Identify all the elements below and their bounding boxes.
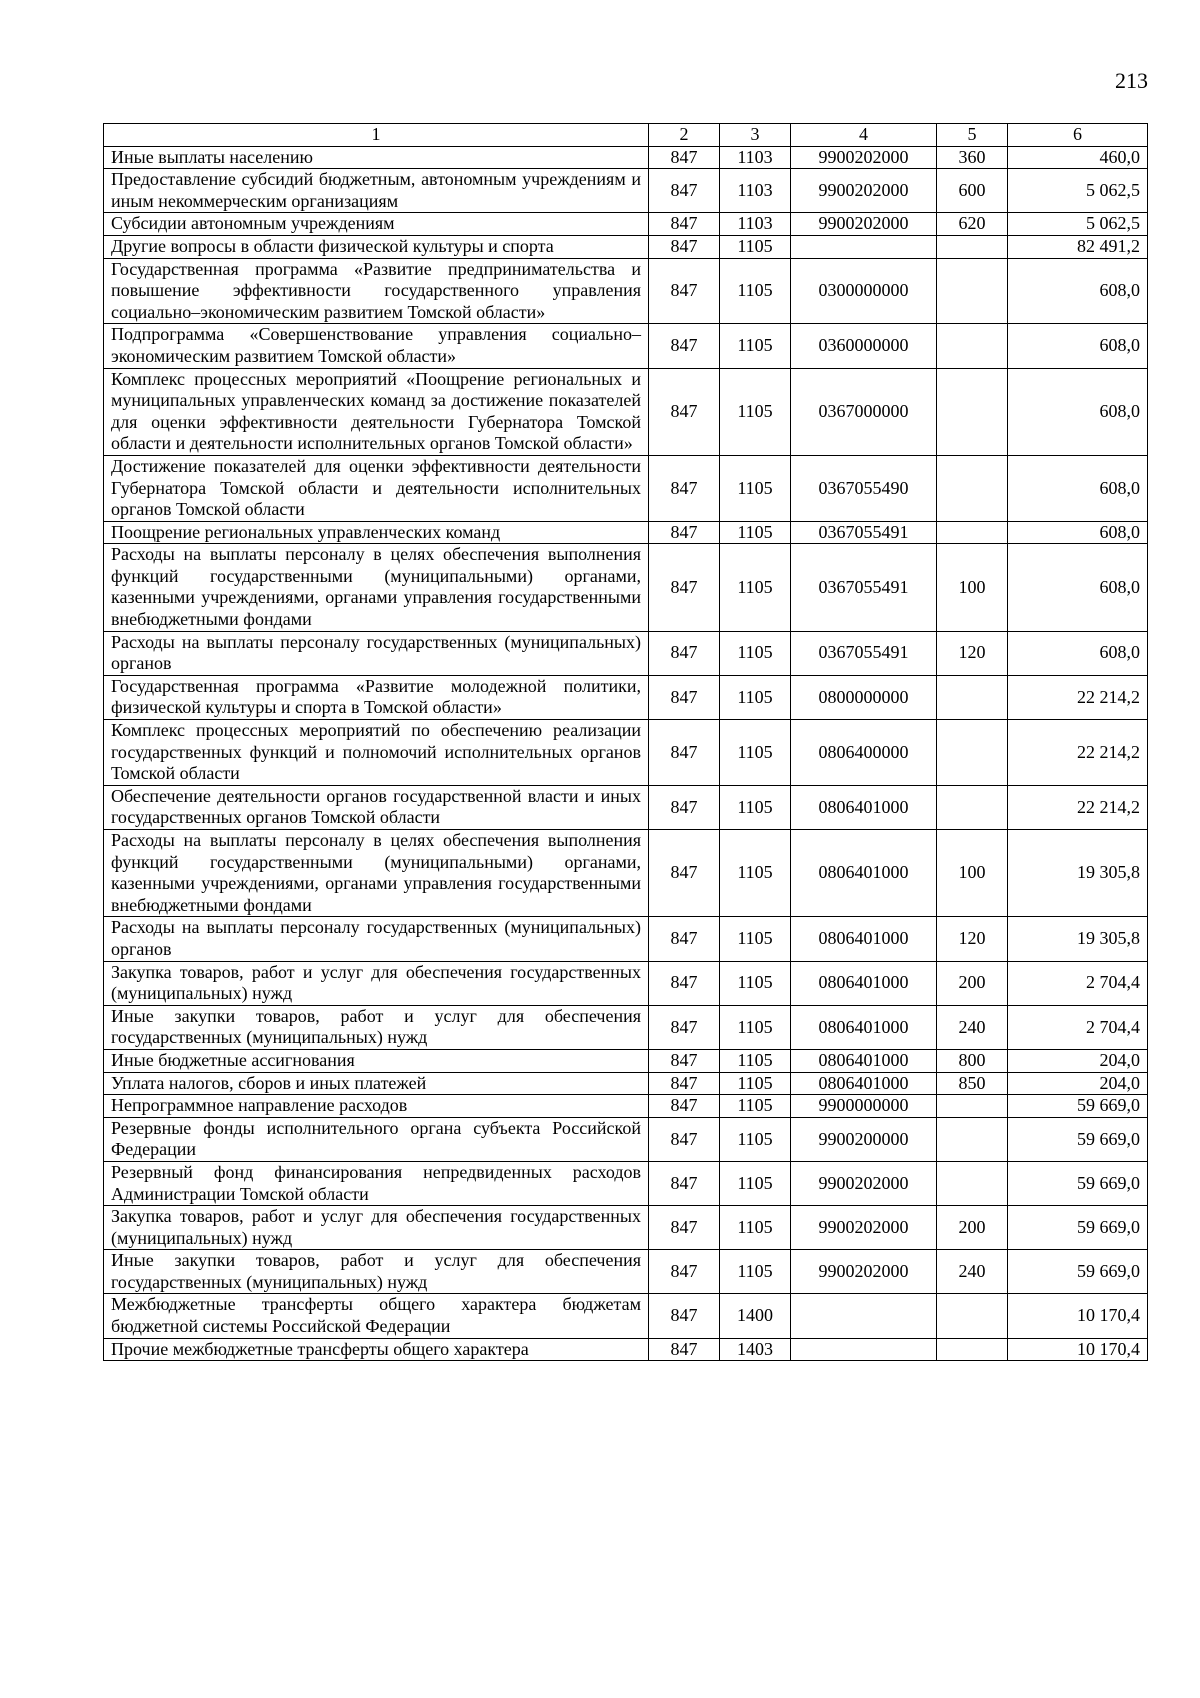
header-cell-2: 2 xyxy=(649,124,720,147)
target-item-cell: 0806401000 xyxy=(791,917,937,961)
target-item-cell: 0360000000 xyxy=(791,324,937,368)
expense-type-cell xyxy=(937,1161,1008,1205)
ministry-code-cell: 847 xyxy=(649,521,720,544)
amount-cell: 2 704,4 xyxy=(1008,1005,1148,1049)
amount-cell: 2 704,4 xyxy=(1008,961,1148,1005)
table-row xyxy=(104,544,1148,631)
target-item-cell: 9900202000 xyxy=(791,146,937,169)
section-code-cell: 1103 xyxy=(720,213,791,236)
section-code-cell: 1103 xyxy=(720,169,791,213)
target-item-cell: 0800000000 xyxy=(791,675,937,719)
expense-type-cell xyxy=(937,368,1008,455)
row-name-cell: Государственная программа «Развитие предпринимательства и повышение эффективности государственного управления социально–экономическим развитием Томской области» xyxy=(104,258,649,324)
ministry-code-cell: 847 xyxy=(649,675,720,719)
ministry-code-cell: 847 xyxy=(649,146,720,169)
target-item-cell: 0806401000 xyxy=(791,785,937,829)
target-item-cell: 0806401000 xyxy=(791,1049,937,1072)
ministry-code-cell: 847 xyxy=(649,235,720,258)
target-item-cell xyxy=(791,1294,937,1338)
target-item-cell: 9900202000 xyxy=(791,1206,937,1250)
amount-cell: 19 305,8 xyxy=(1008,830,1148,917)
header-row xyxy=(104,124,1148,147)
section-code-cell: 1400 xyxy=(720,1294,791,1338)
row-name-cell: Субсидии автономным учреждениям xyxy=(104,213,649,236)
table-row xyxy=(104,169,1148,213)
ministry-code-cell: 847 xyxy=(649,1161,720,1205)
expense-type-cell xyxy=(937,720,1008,786)
amount-cell: 608,0 xyxy=(1008,368,1148,455)
table-row xyxy=(104,258,1148,324)
expense-type-cell: 240 xyxy=(937,1005,1008,1049)
row-name-cell: Уплата налогов, сборов и иных платежей xyxy=(104,1072,649,1095)
ministry-code-cell: 847 xyxy=(649,830,720,917)
section-code-cell: 1105 xyxy=(720,785,791,829)
ministry-code-cell: 847 xyxy=(649,544,720,631)
amount-cell: 204,0 xyxy=(1008,1049,1148,1072)
table-row xyxy=(104,213,1148,236)
section-code-cell: 1105 xyxy=(720,1005,791,1049)
row-name-cell: Иные закупки товаров, работ и услуг для обеспечения государственных (муниципальных) нужд xyxy=(104,1250,649,1294)
amount-cell: 59 669,0 xyxy=(1008,1095,1148,1118)
amount-cell: 608,0 xyxy=(1008,324,1148,368)
amount-cell: 59 669,0 xyxy=(1008,1250,1148,1294)
table-row xyxy=(104,1294,1148,1338)
table-row xyxy=(104,324,1148,368)
section-code-cell: 1105 xyxy=(720,521,791,544)
expense-type-cell: 200 xyxy=(937,961,1008,1005)
expense-type-cell: 200 xyxy=(937,1206,1008,1250)
row-name-cell: Расходы на выплаты персоналу государственных (муниципальных) органов xyxy=(104,917,649,961)
ministry-code-cell: 847 xyxy=(649,1095,720,1118)
section-code-cell: 1105 xyxy=(720,235,791,258)
ministry-code-cell: 847 xyxy=(649,1206,720,1250)
amount-cell: 22 214,2 xyxy=(1008,675,1148,719)
ministry-code-cell: 847 xyxy=(649,213,720,236)
amount-cell: 608,0 xyxy=(1008,544,1148,631)
expense-type-cell xyxy=(937,235,1008,258)
header-cell-3: 3 xyxy=(720,124,791,147)
section-code-cell: 1105 xyxy=(720,455,791,521)
section-code-cell: 1105 xyxy=(720,961,791,1005)
ministry-code-cell: 847 xyxy=(649,917,720,961)
expense-type-cell xyxy=(937,455,1008,521)
target-item-cell xyxy=(791,1338,937,1361)
ministry-code-cell: 847 xyxy=(649,785,720,829)
section-code-cell: 1103 xyxy=(720,146,791,169)
amount-cell: 204,0 xyxy=(1008,1072,1148,1095)
amount-cell: 5 062,5 xyxy=(1008,213,1148,236)
ministry-code-cell: 847 xyxy=(649,720,720,786)
ministry-code-cell: 847 xyxy=(649,1005,720,1049)
row-name-cell: Достижение показателей для оценки эффективности деятельности Губернатора Томской области и деятельности исполнительных органов Томской области xyxy=(104,455,649,521)
expense-type-cell: 120 xyxy=(937,917,1008,961)
target-item-cell: 9900202000 xyxy=(791,1161,937,1205)
ministry-code-cell: 847 xyxy=(649,368,720,455)
ministry-code-cell: 847 xyxy=(649,1338,720,1361)
amount-cell: 608,0 xyxy=(1008,455,1148,521)
amount-cell: 608,0 xyxy=(1008,631,1148,675)
ministry-code-cell: 847 xyxy=(649,1250,720,1294)
header-cell-6: 6 xyxy=(1008,124,1148,147)
ministry-code-cell: 847 xyxy=(649,258,720,324)
ministry-code-cell: 847 xyxy=(649,169,720,213)
expense-type-cell xyxy=(937,1294,1008,1338)
target-item-cell: 9900202000 xyxy=(791,169,937,213)
amount-cell: 22 214,2 xyxy=(1008,720,1148,786)
target-item-cell: 9900200000 xyxy=(791,1117,937,1161)
table-row xyxy=(104,1049,1148,1072)
target-item-cell: 0367055490 xyxy=(791,455,937,521)
row-name-cell: Закупка товаров, работ и услуг для обеспечения государственных (муниципальных) нужд xyxy=(104,961,649,1005)
ministry-code-cell: 847 xyxy=(649,455,720,521)
expense-type-cell xyxy=(937,258,1008,324)
target-item-cell: 0806401000 xyxy=(791,1072,937,1095)
target-item-cell: 0806401000 xyxy=(791,1005,937,1049)
expense-type-cell xyxy=(937,1095,1008,1118)
target-item-cell: 0367055491 xyxy=(791,544,937,631)
table-row xyxy=(104,455,1148,521)
section-code-cell: 1105 xyxy=(720,1117,791,1161)
budget-table xyxy=(103,123,1148,1361)
row-name-cell: Непрограммное направление расходов xyxy=(104,1095,649,1118)
amount-cell: 59 669,0 xyxy=(1008,1117,1148,1161)
table-row xyxy=(104,146,1148,169)
page-number: 213 xyxy=(1115,68,1148,93)
row-name-cell: Закупка товаров, работ и услуг для обеспечения государственных (муниципальных) нужд xyxy=(104,1206,649,1250)
table-row xyxy=(104,1095,1148,1118)
table-row xyxy=(104,1072,1148,1095)
amount-cell: 19 305,8 xyxy=(1008,917,1148,961)
expense-type-cell: 600 xyxy=(937,169,1008,213)
row-name-cell: Иные закупки товаров, работ и услуг для обеспечения государственных (муниципальных) нужд xyxy=(104,1005,649,1049)
ministry-code-cell: 847 xyxy=(649,1072,720,1095)
row-name-cell: Расходы на выплаты персоналу в целях обеспечения выполнения функций государственными (муниципальными) органами, казенными учреждениями, органами управления государственными внебюджетными фондами xyxy=(104,830,649,917)
section-code-cell: 1105 xyxy=(720,1161,791,1205)
ministry-code-cell: 847 xyxy=(649,1049,720,1072)
row-name-cell: Государственная программа «Развитие молодежной политики, физической культуры и спорта в Томской области» xyxy=(104,675,649,719)
expense-type-cell xyxy=(937,1117,1008,1161)
row-name-cell: Подпрограмма «Совершенствование управления социально–экономическим развитием Томской области» xyxy=(104,324,649,368)
target-item-cell: 9900000000 xyxy=(791,1095,937,1118)
ministry-code-cell: 847 xyxy=(649,1117,720,1161)
section-code-cell: 1105 xyxy=(720,258,791,324)
expense-type-cell xyxy=(937,521,1008,544)
amount-cell: 5 062,5 xyxy=(1008,169,1148,213)
section-code-cell: 1105 xyxy=(720,675,791,719)
section-code-cell: 1403 xyxy=(720,1338,791,1361)
target-item-cell: 0367055491 xyxy=(791,521,937,544)
table-row xyxy=(104,1338,1148,1361)
table-row xyxy=(104,235,1148,258)
section-code-cell: 1105 xyxy=(720,830,791,917)
table-row xyxy=(104,1005,1148,1049)
section-code-cell: 1105 xyxy=(720,1206,791,1250)
amount-cell: 10 170,4 xyxy=(1008,1338,1148,1361)
expense-type-cell xyxy=(937,324,1008,368)
section-code-cell: 1105 xyxy=(720,631,791,675)
ministry-code-cell: 847 xyxy=(649,631,720,675)
amount-cell: 59 669,0 xyxy=(1008,1206,1148,1250)
row-name-cell: Предоставление субсидий бюджетным, автономным учреждениям и иным некоммерческим организациям xyxy=(104,169,649,213)
row-name-cell: Прочие межбюджетные трансферты общего характера xyxy=(104,1338,649,1361)
target-item-cell: 0806400000 xyxy=(791,720,937,786)
table-row xyxy=(104,675,1148,719)
target-item-cell: 0367055491 xyxy=(791,631,937,675)
row-name-cell: Иные бюджетные ассигнования xyxy=(104,1049,649,1072)
expense-type-cell: 120 xyxy=(937,631,1008,675)
section-code-cell: 1105 xyxy=(720,544,791,631)
expense-type-cell: 100 xyxy=(937,544,1008,631)
row-name-cell: Межбюджетные трансферты общего характера бюджетам бюджетной системы Российской Федерации xyxy=(104,1294,649,1338)
table-row xyxy=(104,720,1148,786)
expense-type-cell xyxy=(937,1338,1008,1361)
row-name-cell: Резервные фонды исполнительного органа субъекта Российской Федерации xyxy=(104,1117,649,1161)
amount-cell: 82 491,2 xyxy=(1008,235,1148,258)
table-row xyxy=(104,785,1148,829)
section-code-cell: 1105 xyxy=(720,324,791,368)
table-row xyxy=(104,917,1148,961)
expense-type-cell: 360 xyxy=(937,146,1008,169)
table-row xyxy=(104,1161,1148,1205)
table-body xyxy=(104,146,1148,1361)
header-cell-5: 5 xyxy=(937,124,1008,147)
target-item-cell: 0367000000 xyxy=(791,368,937,455)
header-cell-1: 1 xyxy=(104,124,649,147)
table-row xyxy=(104,830,1148,917)
header-cell-4: 4 xyxy=(791,124,937,147)
expense-type-cell: 240 xyxy=(937,1250,1008,1294)
row-name-cell: Расходы на выплаты персоналу государственных (муниципальных) органов xyxy=(104,631,649,675)
table-row xyxy=(104,368,1148,455)
table-row xyxy=(104,1250,1148,1294)
ministry-code-cell: 847 xyxy=(649,961,720,1005)
section-code-cell: 1105 xyxy=(720,1250,791,1294)
table-row xyxy=(104,1206,1148,1250)
row-name-cell: Расходы на выплаты персоналу в целях обеспечения выполнения функций государственными (муниципальными) органами, казенными учреждениями, органами управления государственными внебюджетными фондами xyxy=(104,544,649,631)
target-item-cell: 9900202000 xyxy=(791,213,937,236)
expense-type-cell: 620 xyxy=(937,213,1008,236)
expense-type-cell: 100 xyxy=(937,830,1008,917)
expense-type-cell: 800 xyxy=(937,1049,1008,1072)
table-row xyxy=(104,961,1148,1005)
amount-cell: 10 170,4 xyxy=(1008,1294,1148,1338)
target-item-cell xyxy=(791,235,937,258)
section-code-cell: 1105 xyxy=(720,1072,791,1095)
section-code-cell: 1105 xyxy=(720,720,791,786)
expense-type-cell xyxy=(937,785,1008,829)
table-row xyxy=(104,631,1148,675)
row-name-cell: Иные выплаты населению xyxy=(104,146,649,169)
amount-cell: 608,0 xyxy=(1008,521,1148,544)
ministry-code-cell: 847 xyxy=(649,1294,720,1338)
section-code-cell: 1105 xyxy=(720,917,791,961)
amount-cell: 59 669,0 xyxy=(1008,1161,1148,1205)
section-code-cell: 1105 xyxy=(720,1095,791,1118)
row-name-cell: Комплекс процессных мероприятий по обеспечению реализации государственных функций и полномочий исполнительных органов Томской области xyxy=(104,720,649,786)
row-name-cell: Поощрение региональных управленческих команд xyxy=(104,521,649,544)
table-row xyxy=(104,1117,1148,1161)
amount-cell: 22 214,2 xyxy=(1008,785,1148,829)
table-row xyxy=(104,521,1148,544)
ministry-code-cell: 847 xyxy=(649,324,720,368)
target-item-cell: 9900202000 xyxy=(791,1250,937,1294)
expense-type-cell xyxy=(937,675,1008,719)
section-code-cell: 1105 xyxy=(720,368,791,455)
target-item-cell: 0806401000 xyxy=(791,961,937,1005)
row-name-cell: Резервный фонд финансирования непредвиденных расходов Администрации Томской области xyxy=(104,1161,649,1205)
row-name-cell: Комплекс процессных мероприятий «Поощрение региональных и муниципальных управленческих команд за достижение показателей для оценки эффективности деятельности Губернатора Томской области и деятельности исполнительных органов Томской области» xyxy=(104,368,649,455)
amount-cell: 608,0 xyxy=(1008,258,1148,324)
target-item-cell: 0300000000 xyxy=(791,258,937,324)
target-item-cell: 0806401000 xyxy=(791,830,937,917)
section-code-cell: 1105 xyxy=(720,1049,791,1072)
expense-type-cell: 850 xyxy=(937,1072,1008,1095)
row-name-cell: Обеспечение деятельности органов государственной власти и иных государственных органов Томской области xyxy=(104,785,649,829)
amount-cell: 460,0 xyxy=(1008,146,1148,169)
row-name-cell: Другие вопросы в области физической культуры и спорта xyxy=(104,235,649,258)
